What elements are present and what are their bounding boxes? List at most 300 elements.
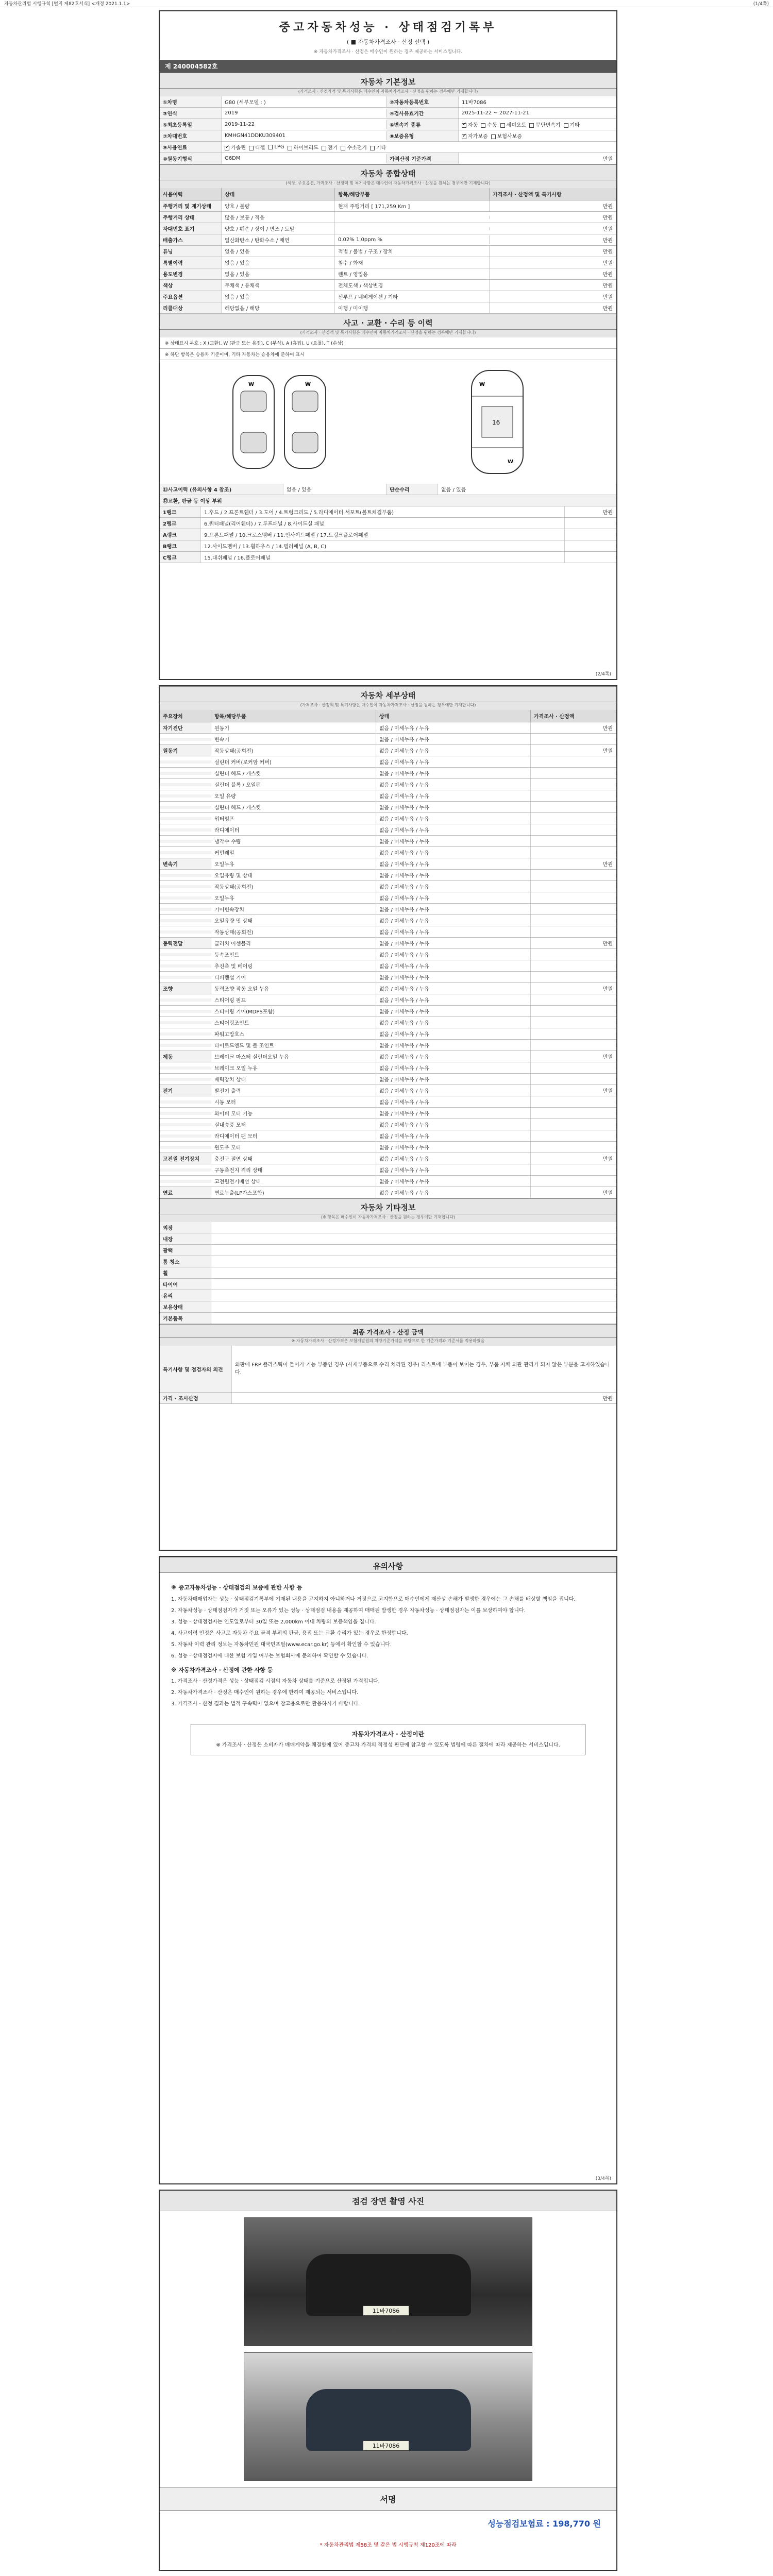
other-item-label: 휠 (160, 1267, 211, 1278)
item-label: 고전원전기배선 상태 (211, 1176, 376, 1187)
final-price-title: 최종 가격조사 · 산정 금액 (160, 1324, 616, 1338)
device-label (160, 896, 211, 900)
reg-no-value: 11바7086 (459, 96, 616, 107)
row-price: 만원 (490, 257, 616, 268)
gear-semi-option[interactable] (500, 121, 527, 128)
table-row (160, 1256, 616, 1267)
item-label: 작동상태(공회전) (211, 881, 376, 892)
details-title: 자동차 세부상태 (160, 686, 616, 702)
svg-text:16: 16 (492, 419, 500, 426)
accident-legend: ※ 상태표시 부호 : X (교환), W (판금 또는 용접), C (부식), A (흠집), U (요철), T (손상) (160, 337, 616, 349)
table-row (160, 983, 616, 994)
item-price: 만원 (531, 1153, 616, 1164)
item-label: 타이로드엔드 및 볼 조인트 (211, 1040, 376, 1050)
document-header (160, 11, 616, 60)
fee-row (160, 2511, 616, 2535)
table-row (160, 223, 616, 234)
table-row (160, 1006, 616, 1017)
row-state: 없음 / 있음 (222, 291, 335, 302)
table-row (160, 1130, 616, 1142)
checkbox-icon (491, 134, 496, 139)
item-state: 없음 / 미세누유 / 누유 (376, 972, 531, 982)
item-label: 작동상태(공회전) (211, 745, 376, 756)
notices-body (160, 1573, 616, 1717)
checkbox-icon (370, 146, 375, 150)
other-item-label: 내장 (160, 1233, 211, 1244)
row-label: 리콜대상 (160, 302, 222, 313)
gear-other-label: 기타 (569, 123, 580, 128)
item-price (531, 1123, 616, 1126)
final-price-unit: 만원 (232, 1393, 616, 1403)
notice-item: 4. 사고이력 인정은 사고로 자동차 주요 골격 부위의 판금, 용접 또는 교환 수리가 있는 경우로 한정합니다. (171, 1630, 408, 1636)
device-label: 원동기 (160, 745, 211, 756)
rank-items: 6.쿼터패널(리어휀더) / 7.루프패널 / 8.사이드실 패널 (201, 518, 565, 529)
fuel-electric-option[interactable] (322, 143, 338, 151)
item-state: 없음 / 미세누유 / 누유 (376, 802, 531, 812)
table-row (160, 745, 616, 756)
item-label: 커먼레일 (211, 847, 376, 858)
item-state: 없음 / 미세누유 / 누유 (376, 960, 531, 971)
item-state: 없음 / 미세누유 / 누유 (376, 1040, 531, 1050)
item-state: 없음 / 미세누유 / 누유 (376, 722, 531, 733)
table-row (160, 858, 616, 870)
engine-value: G6DM (222, 154, 386, 163)
table-row (160, 234, 616, 246)
row-vin (160, 130, 616, 142)
parts-label: ⑫교환, 판금 등 이상 부위 (160, 495, 616, 506)
fuel-diesel-option[interactable] (249, 143, 265, 151)
notice-item: 5. 자동차 이력 관리 정보는 자동차민원 대국민포털(www.ecar.go.kr) 등에서 확인할 수 있습니다. (171, 1641, 392, 1648)
item-state: 없음 / 미세누유 / 누유 (376, 813, 531, 824)
device-label (160, 1100, 211, 1104)
device-label (160, 976, 211, 979)
device-label (160, 874, 211, 877)
item-label: 발전기 출력 (211, 1085, 376, 1096)
item-label: 오일유량 및 상태 (211, 915, 376, 926)
item-price (531, 964, 616, 968)
row-fuel (160, 142, 616, 153)
item-state: 없음 / 미세누유 / 누유 (376, 915, 531, 926)
fuel-lpg-label: LPG (274, 144, 284, 150)
row-price: 만원 (490, 302, 616, 313)
device-label (160, 1180, 211, 1183)
table-row (160, 552, 616, 563)
fuel-hybrid-label: 하이브리드 (293, 145, 318, 151)
item-label: 스티어링조인트 (211, 1017, 376, 1028)
device-label (160, 919, 211, 922)
row-state: 해당없음 / 해당 (222, 302, 335, 313)
warranty-options (459, 130, 616, 141)
fuel-hydrogen-label: 수소전기 (347, 145, 367, 151)
row-state: 없음 / 있음 (222, 257, 335, 268)
item-state: 없음 / 미세누유 / 누유 (376, 1153, 531, 1164)
item-label: 워터펌프 (211, 813, 376, 824)
table-row (160, 1290, 616, 1301)
notice-item: 2. 자동차가격조사 · 산정은 매수인이 원하는 경우에 한하여 제공되는 서비스입니다. (171, 1690, 359, 1696)
device-label (160, 1112, 211, 1115)
item-price (531, 1146, 616, 1149)
item-price (531, 1078, 616, 1081)
item-label: 연료누출(LP가스포함) (211, 1187, 376, 1198)
item-state: 없음 / 미세누유 / 누유 (376, 870, 531, 880)
row-label: 특별이력 (160, 257, 222, 268)
device-label (160, 930, 211, 934)
checkbox-icon (481, 123, 485, 128)
table-row (160, 1062, 616, 1074)
other-item-label: 보유상태 (160, 1301, 211, 1312)
item-price (531, 1180, 616, 1183)
item-label: 윈도우 모터 (211, 1142, 376, 1153)
document-number: 제 240004582호 (160, 60, 616, 73)
inspection-photo-front (244, 2217, 532, 2346)
item-label: 클러치 어셈블리 (211, 938, 376, 948)
accident-title: 사고 · 교환 · 수리 등 이력 (160, 314, 616, 330)
table-row (160, 1119, 616, 1130)
sheet-notices (159, 1556, 617, 2184)
row-price: 만원 (490, 246, 616, 257)
price-basis-label: 가격산정 기준가격 (386, 153, 459, 164)
device-label (160, 998, 211, 1002)
table-row (160, 756, 616, 768)
item-label: 실린더 커버(로커암 커버) (211, 756, 376, 767)
device-label (160, 851, 211, 854)
item-price (531, 1010, 616, 1013)
table-row (160, 1233, 616, 1245)
row-first-reg (160, 119, 616, 130)
checkbox-icon (462, 134, 466, 139)
checkbox-icon (288, 146, 292, 150)
notices-title: 유의사항 (160, 1557, 616, 1573)
fuel-diesel-label: 디젤 (255, 145, 265, 151)
notice-item: 1. 가격조사 · 산정가격은 성능 · 상태점검 시점의 자동차 상태를 기준으로 산정된 가격입니다. (171, 1679, 380, 1685)
item-state: 없음 / 미세누유 / 누유 (376, 1074, 531, 1084)
checkbox-icon (462, 123, 466, 128)
fee-value: 198,770 원 (552, 2519, 601, 2529)
document-subtitle: ( ■ 자동차가격조사 · 산정 선택 ) (346, 39, 430, 45)
item-state: 없음 / 미세누유 / 누유 (376, 994, 531, 1005)
row-label: 배출가스 (160, 234, 222, 245)
item-price (531, 783, 616, 786)
rank-label: 1랭크 (160, 506, 201, 517)
reg-no-label: ②자동차등록번호 (386, 96, 459, 107)
item-label: 스티어링 펌프 (211, 994, 376, 1005)
item-label: 시동 모터 (211, 1096, 376, 1107)
car-name-label: ①차명 (160, 96, 222, 107)
fuel-gasoline-label: 가솔린 (231, 145, 246, 151)
fuel-other-option[interactable] (370, 143, 386, 151)
item-price (531, 976, 616, 979)
checkbox-icon (500, 123, 505, 128)
item-state: 없음 / 미세누유 / 누유 (376, 1119, 531, 1130)
overall-header-price: 가격조사 · 산정액 및 특기사항 (490, 188, 616, 200)
table-row (160, 540, 616, 552)
row-state: 양호 / 훼손 / 상이 / 변조 / 도말 (222, 223, 335, 234)
year-label: ③연식 (160, 108, 222, 118)
notice-item: 3. 성능 · 상태점검자는 인도일로부터 30일 또는 2,000km 이내 차량의 보증책임을 집니다. (171, 1619, 376, 1625)
other-item-label: 외장 (160, 1222, 211, 1233)
vin-label: ⑦차대번호 (160, 130, 222, 141)
overall-header-item: 항목/해당부품 (335, 188, 490, 200)
item-label: 등속조인트 (211, 949, 376, 960)
item-label: 와이퍼 모터 기능 (211, 1108, 376, 1118)
table-row (160, 1142, 616, 1153)
item-label: 라디에이터 팬 모터 (211, 1130, 376, 1141)
item-price (531, 772, 616, 775)
row-label: 주행거리 상태 (160, 212, 222, 223)
item-label: 라디에이터 (211, 824, 376, 835)
item-price (531, 1168, 616, 1172)
table-row (160, 1279, 616, 1290)
accident-note: (가격조사 · 산정액 및 특기사항은 매수인이 자동차가격조사 · 산정을 원하는 경우에만 기재합니다) (160, 330, 616, 337)
overall-header (160, 188, 616, 200)
row-price: 만원 (490, 200, 616, 211)
other-item-label: 룸 청소 (160, 1256, 211, 1267)
table-row (160, 734, 616, 745)
page-number: (2/4쪽) (595, 672, 611, 677)
gear-cvt-option[interactable] (529, 121, 560, 128)
fuel-lpg-option[interactable] (268, 144, 284, 150)
others-body (160, 1222, 616, 1313)
basic-items-label: 기본품목 (160, 1313, 211, 1324)
gear-auto-label: 자동 (468, 123, 478, 128)
item-label: 파워고압호스 (211, 1028, 376, 1039)
row-detail: 침수 / 화재 (335, 257, 490, 268)
device-label (160, 783, 211, 786)
checkbox-icon (225, 146, 229, 150)
item-price (531, 760, 616, 764)
table-row (160, 960, 616, 972)
item-price (531, 840, 616, 843)
top-bar (0, 0, 773, 7)
item-price (531, 828, 616, 832)
item-label: 구동축전지 격리 상태 (211, 1164, 376, 1175)
item-label: 브레이크 오일 누유 (211, 1062, 376, 1073)
table-row (160, 972, 616, 983)
warranty-insurance-label: 보험사보증 (497, 134, 522, 140)
rank-label: B랭크 (160, 540, 201, 551)
history-value: 없음 / 있음 (283, 484, 386, 495)
item-price (531, 874, 616, 877)
svg-text:W: W (479, 382, 485, 387)
table-row (160, 1108, 616, 1119)
table-row (160, 257, 616, 268)
svg-text:W: W (248, 382, 254, 387)
table-row (160, 1085, 616, 1096)
valid-value: 2025-11-22 ~ 2027-11-21 (459, 109, 616, 117)
row-state: 양호 / 불량 (222, 200, 335, 211)
table-row (160, 1164, 616, 1176)
svg-text:W: W (305, 382, 311, 387)
device-label (160, 794, 211, 798)
item-label: 오일누유 (211, 892, 376, 903)
overall-note: (색상, 주요옵션, 가격조사 · 산정액 및 특기사항은 매수인이 자동차가격조사 · 산정을 원하는 경우에만 기재합니다) (160, 180, 616, 188)
item-price (531, 998, 616, 1002)
item-price (531, 1021, 616, 1024)
valid-label: ④검사유효기간 (386, 108, 459, 118)
checkbox-icon (341, 146, 345, 150)
table-row (160, 881, 616, 892)
rank-label: A랭크 (160, 529, 201, 540)
insurance-fee (488, 2517, 601, 2529)
table-row (160, 268, 616, 280)
photos-title: 점검 장면 촬영 사진 (160, 2191, 616, 2211)
row-detail: 전체도색 / 색상변경 (335, 280, 490, 291)
gear-auto-option[interactable] (462, 121, 478, 128)
item-price: 만원 (531, 858, 616, 869)
warranty-insurance-option[interactable] (491, 132, 522, 140)
accident-legend-2: ※ 하단 항목은 승용차 기준이며, 기타 자동차는 승용차에 준하여 표시 (160, 349, 616, 360)
car-name-value: G80 (세부모델 : ) (222, 96, 386, 107)
document-subnote: ※ 자동차가격조사 · 산정은 매수인이 원하는 경우 제공하는 서비스입니다. (313, 49, 463, 55)
device-label: 변속기 (160, 858, 211, 869)
item-price (531, 794, 616, 798)
item-state: 없음 / 미세누유 / 누유 (376, 756, 531, 767)
device-label (160, 817, 211, 820)
item-price (531, 1100, 616, 1104)
rank-label: C랭크 (160, 552, 201, 563)
table-row (160, 836, 616, 847)
item-label: 브레이크 마스터 실린더오일 누유 (211, 1051, 376, 1062)
rank-price: 만원 (565, 506, 616, 517)
checkbox-icon (564, 123, 568, 128)
row-price: 만원 (490, 212, 616, 223)
table-row (160, 1301, 616, 1313)
item-state: 없음 / 미세누유 / 누유 (376, 836, 531, 846)
item-label: 배력장치 상태 (211, 1074, 376, 1084)
item-state: 없음 / 미세누유 / 누유 (376, 790, 531, 801)
signature-title: 서명 (160, 2487, 616, 2511)
item-label: 스티어링 기어(MDPS포함) (211, 1006, 376, 1016)
item-state: 없음 / 미세누유 / 누유 (376, 734, 531, 744)
page-number: (3/4쪽) (595, 2176, 611, 2181)
overall-title: 자동차 종합상태 (160, 164, 616, 180)
table-row (160, 892, 616, 904)
sheet-details (159, 685, 617, 1551)
item-label: 오일 유량 (211, 790, 376, 801)
item-price (531, 1134, 616, 1138)
device-label (160, 1044, 211, 1047)
item-state: 없음 / 미세누유 / 누유 (376, 824, 531, 835)
item-state: 없음 / 미세누유 / 누유 (376, 1142, 531, 1153)
item-label: 원동기 (211, 722, 376, 733)
item-state: 없음 / 미세누유 / 누유 (376, 1130, 531, 1141)
table-row (160, 518, 616, 529)
gear-label: ⑥변속기 종류 (386, 119, 459, 130)
other-item-label: 광택 (160, 1245, 211, 1256)
item-state: 없음 / 미세누유 / 누유 (376, 1051, 531, 1062)
table-row (160, 938, 616, 949)
notice-item: 1. 자동차매매업자는 성능 · 상태점검기록부에 기재된 내용을 고지하지 아니하거나 거짓으로 고지함으로 매수인에게 재산상 손해가 발생한 경우에는 그 손해를 배상할 책임을 집니다. (171, 1596, 576, 1602)
overall-header-usage: 사용이력 (160, 188, 222, 200)
row-detail (335, 227, 490, 230)
row-label: 주행거리 및 계기상태 (160, 200, 222, 211)
table-row (160, 824, 616, 836)
item-state: 없음 / 미세누유 / 누유 (376, 938, 531, 948)
device-label (160, 1146, 211, 1149)
other-item-label: 타이어 (160, 1279, 211, 1290)
table-row (160, 280, 616, 291)
fuel-hybrid-option[interactable] (288, 143, 318, 151)
basic-info-note: (가격조사 · 산정가격 및 특기사항은 매수인이 자동차가격조사 · 산정을 원하는 경우에만 기재합니다) (160, 89, 616, 96)
gear-cvt-label: 무단변속기 (535, 123, 561, 128)
table-row (160, 1267, 616, 1279)
item-price (531, 1044, 616, 1047)
row-price: 만원 (490, 280, 616, 291)
overall-rows (160, 200, 616, 314)
document-title: 중고자동차성능 · 상태점검기록부 (279, 21, 497, 34)
item-price (531, 1066, 616, 1070)
item-state: 없음 / 미세누유 / 누유 (376, 892, 531, 903)
checkbox-icon (249, 146, 254, 150)
item-label: 실린더 헤드 / 개스킷 (211, 802, 376, 812)
other-item-label: 유리 (160, 1290, 211, 1301)
table-row (160, 722, 616, 734)
row-label: 차대번호 표기 (160, 223, 222, 234)
device-label (160, 806, 211, 809)
item-state: 없음 / 미세누유 / 누유 (376, 1085, 531, 1096)
device-label (160, 885, 211, 888)
item-price (531, 806, 616, 809)
device-label (160, 772, 211, 775)
item-price (531, 953, 616, 956)
item-label: 디퍼렌셜 기어 (211, 972, 376, 982)
price-definition-text: ※ 가격조사 · 산정은 소비자가 매매계약을 체결함에 있어 중고차 가격의 적정성 판단에 참고할 수 있도록 법령에 따른 절차에 따라 제공하는 서비스입니다. (216, 1742, 560, 1749)
details-header (160, 710, 616, 722)
device-label (160, 828, 211, 832)
warranty-self-label: 자가보증 (468, 134, 488, 140)
item-state: 없음 / 미세누유 / 누유 (376, 745, 531, 756)
item-label: 추진축 및 베어링 (211, 960, 376, 971)
fuel-gasoline-option[interactable] (225, 143, 246, 151)
page-indicator: (1/4쪽) (753, 2, 769, 7)
item-price (531, 1112, 616, 1115)
table-row (160, 302, 616, 314)
device-label (160, 840, 211, 843)
table-row (160, 1074, 616, 1085)
details-note: (가격조사 · 산정액 및 특기사항은 매수인이 자동차가격조사 · 산정을 원하는 경우에만 기재합니다) (160, 702, 616, 710)
table-row (160, 246, 616, 257)
item-price: 만원 (531, 938, 616, 948)
row-detail: 적법 / 불법 / 구조 / 장치 (335, 246, 490, 257)
item-state: 없음 / 미세누유 / 누유 (376, 847, 531, 858)
device-label (160, 1123, 211, 1126)
item-label: 충전구 절연 상태 (211, 1153, 376, 1164)
warranty-self-option[interactable] (462, 132, 488, 140)
gear-other-option[interactable] (564, 121, 580, 128)
item-price (531, 896, 616, 900)
fuel-hydrogen-option[interactable] (341, 143, 367, 151)
row-label: 색상 (160, 280, 222, 291)
item-price (531, 930, 616, 934)
gear-manual-option[interactable] (481, 121, 497, 128)
row-price: 만원 (490, 234, 616, 245)
item-label: 작동상태(공회전) (211, 926, 376, 937)
row-state: 많음 / 보통 / 적음 (222, 212, 335, 223)
item-label: 기어변속장치 (211, 904, 376, 914)
item-label: 오일유량 및 상태 (211, 870, 376, 880)
device-label (160, 1078, 211, 1081)
table-row (160, 1187, 616, 1198)
row-detail: 현재 주행거리 [ 171,259 Km ] (335, 200, 490, 211)
device-label: 동력전달 (160, 938, 211, 948)
device-label: 연료 (160, 1187, 211, 1198)
car-exterior-diagram (212, 365, 346, 479)
item-price: 만원 (531, 983, 616, 994)
item-label: 동력조향 작동 오일 누유 (211, 983, 376, 994)
item-price: 만원 (531, 1187, 616, 1198)
row-price: 만원 (490, 223, 616, 234)
row-label: 튜닝 (160, 246, 222, 257)
